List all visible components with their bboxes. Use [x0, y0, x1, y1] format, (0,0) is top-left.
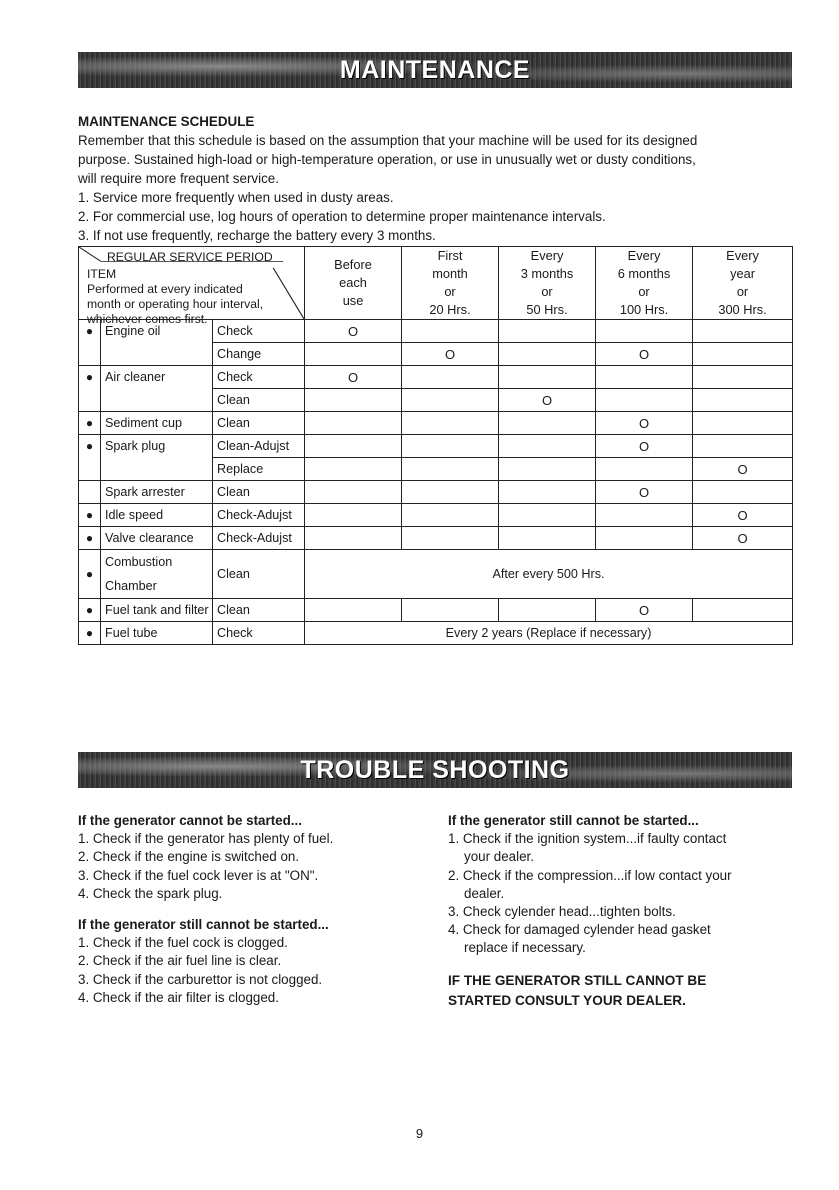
row-item-label: Valve clearance — [105, 531, 194, 545]
row-bullet: ● — [79, 412, 101, 435]
row-mark — [596, 366, 693, 389]
list-item: 4. Check the spark plug. — [78, 885, 223, 901]
row-mark — [402, 320, 499, 343]
row-action: Clean — [213, 599, 305, 622]
list-item: 1. Check if the generator has plenty of fuel. — [78, 831, 334, 847]
header-item-desc: Performed at every indicated — [87, 282, 243, 296]
row-bullet: ● — [79, 504, 101, 527]
row-mark: O — [596, 481, 693, 504]
row-item-label: Air cleaner — [105, 370, 166, 385]
row-action: Clean-Adujst — [213, 435, 305, 458]
row-mark — [402, 389, 499, 412]
header-col-text: each — [339, 275, 367, 290]
row-action: Check-Adujst — [213, 527, 305, 550]
intro-line: will require more frequent service. — [78, 171, 279, 186]
header-col-text: 3 months — [520, 266, 574, 281]
header-col-text: 100 Hrs. — [619, 302, 669, 317]
row-mark — [693, 343, 793, 366]
header-item-desc: month or operating hour interval, — [87, 297, 264, 311]
intro-line: Remember that this schedule is based on the assumption that your machine will be used for its designed — [78, 133, 698, 148]
maintenance-banner — [78, 52, 792, 88]
trouble-left-heading-1: If the generator cannot be started... — [78, 813, 302, 828]
header-col-text: Every — [726, 248, 759, 263]
row-mark: O — [305, 320, 402, 343]
row-action: Check — [213, 622, 305, 645]
header-col-text: or — [541, 284, 553, 299]
row-mark — [402, 366, 499, 389]
row-item — [101, 599, 213, 622]
row-mark — [499, 599, 596, 622]
row-mark — [402, 412, 499, 435]
row-item — [101, 412, 213, 435]
row-mark — [693, 435, 793, 458]
row-item — [101, 504, 213, 527]
table-row — [79, 412, 793, 435]
table-row — [79, 527, 793, 550]
list-item: 4. Check if the air filter is clogged. — [78, 989, 279, 1005]
row-mark — [305, 458, 402, 481]
table-header-row — [79, 247, 793, 320]
header-col-text: year — [730, 266, 755, 281]
row-bullet — [79, 343, 101, 366]
header-col-before-use — [305, 247, 402, 320]
header-col-text: 6 months — [617, 266, 671, 281]
row-mark — [693, 412, 793, 435]
row-bullet: ● — [79, 435, 101, 458]
row-mark: O — [693, 458, 793, 481]
final-notice: STARTED CONSULT YOUR DEALER. — [448, 992, 686, 1008]
row-mark — [305, 504, 402, 527]
row-mark — [305, 481, 402, 504]
header-col-first-month — [402, 247, 499, 320]
row-mark — [402, 458, 499, 481]
header-col-text: month — [432, 266, 468, 281]
row-action: Check-Adujst — [213, 504, 305, 527]
row-bullet: ● — [79, 599, 101, 622]
row-mark — [305, 527, 402, 550]
header-col-year — [693, 247, 793, 320]
row-item — [101, 550, 213, 599]
header-col-text: 300 Hrs. — [718, 302, 767, 317]
row-mark — [499, 481, 596, 504]
list-item: 3. Check if the carburettor is not clogged. — [78, 971, 323, 987]
row-mark — [693, 366, 793, 389]
table-row — [79, 366, 793, 389]
row-mark — [499, 458, 596, 481]
row-mark: O — [693, 504, 793, 527]
table-row — [79, 504, 793, 527]
row-mark — [596, 320, 693, 343]
list-item: 1. Check if the fuel cock is clogged. — [78, 935, 288, 951]
row-bullet: ● — [79, 622, 101, 645]
row-bullet — [79, 389, 101, 412]
row-mark: O — [596, 599, 693, 622]
row-item — [101, 481, 213, 504]
row-mark — [499, 343, 596, 366]
row-item-label: Fuel tube — [105, 626, 158, 640]
row-item-label: Chamber — [105, 579, 157, 593]
row-mark — [499, 320, 596, 343]
row-mark — [499, 435, 596, 458]
row-mark — [402, 481, 499, 504]
row-mark — [305, 389, 402, 412]
table-row — [79, 599, 793, 622]
row-mark — [693, 599, 793, 622]
maintenance-schedule-heading: MAINTENANCE SCHEDULE — [78, 114, 255, 129]
trouble-shooting-banner-title: TROUBLE SHOOTING — [300, 755, 570, 784]
header-col-text: or — [638, 284, 650, 299]
row-mark: O — [596, 343, 693, 366]
header-col-text: use — [342, 293, 364, 308]
row-mark — [402, 504, 499, 527]
header-item-desc: whichever comes first. — [87, 312, 208, 326]
table-row — [79, 435, 793, 458]
header-item-label: ITEM — [87, 267, 117, 281]
row-mark: O — [402, 343, 499, 366]
row-mark — [499, 504, 596, 527]
trouble-right-heading: If the generator still cannot be started... — [448, 813, 699, 828]
table-row — [79, 550, 793, 599]
list-item: 1. Check if the ignition system...if faulty contact — [448, 831, 727, 847]
row-item-label: Combustion — [105, 555, 173, 569]
row-bullet: ● — [79, 550, 101, 599]
header-col-text: Before — [334, 257, 372, 272]
page-number: 9 — [415, 1126, 424, 1141]
row-item — [101, 343, 213, 366]
table-row — [79, 343, 793, 366]
header-col-text: First — [437, 248, 463, 263]
row-mark — [402, 435, 499, 458]
list-item: 2. Check if the air fuel line is clear. — [78, 953, 282, 969]
header-col-text: Every — [627, 248, 661, 263]
trouble-shooting-banner — [78, 752, 792, 788]
row-item-label: Spark plug — [105, 439, 166, 454]
row-bullet — [79, 458, 101, 481]
table-row — [79, 622, 793, 645]
list-item-cont: replace if necessary. — [464, 940, 586, 956]
row-action: Check — [213, 366, 305, 389]
row-item — [101, 527, 213, 550]
maintenance-banner-title: MAINTENANCE — [339, 55, 531, 84]
list-item: 3. Check cylender head...tighten bolts. — [448, 904, 676, 920]
row-action: Check — [213, 320, 305, 343]
table-body — [79, 320, 793, 645]
row-item-label: Fuel tank and filter — [105, 603, 209, 617]
row-span-note: After every 500 Hrs. — [305, 550, 793, 599]
row-mark — [693, 481, 793, 504]
row-item-label: Sediment cup — [105, 416, 183, 430]
list-item-cont: dealer. — [464, 885, 505, 901]
row-mark — [305, 599, 402, 622]
header-col-text: 20 Hrs. — [429, 302, 471, 317]
row-item-label: Spark arrester — [105, 485, 185, 499]
row-item-label: Engine oil — [105, 324, 161, 339]
row-mark — [499, 412, 596, 435]
row-span-note: Every 2 years (Replace if necessary) — [305, 622, 793, 645]
header-item-cell — [79, 247, 305, 326]
row-item — [101, 366, 213, 389]
row-action: Clean — [213, 550, 305, 599]
intro-line: 2. For commercial use, log hours of operation to determine proper maintenance intervals. — [78, 209, 606, 224]
final-notice: IF THE GENERATOR STILL CANNOT BE — [448, 972, 707, 988]
header-col-text: 50 Hrs. — [526, 302, 568, 317]
list-item: 2. Check if the engine is switched on. — [78, 849, 300, 865]
row-mark: O — [596, 435, 693, 458]
header-col-text: or — [444, 284, 456, 299]
row-mark — [596, 527, 693, 550]
header-col-text: or — [736, 284, 749, 299]
row-mark — [305, 435, 402, 458]
row-action: Change — [213, 343, 305, 366]
header-period-label: REGULAR SERVICE PERIOD — [107, 250, 273, 264]
row-action: Clean — [213, 481, 305, 504]
row-mark — [305, 343, 402, 366]
list-item: 2. Check if the compression...if low contact your — [448, 867, 732, 883]
header-col-text: Every — [530, 248, 564, 263]
row-item — [101, 389, 213, 412]
row-action: Clean — [213, 389, 305, 412]
list-item: 4. Check for damaged cylender head gasket — [448, 922, 711, 938]
intro-line: 1. Service more frequently when used in dusty areas. — [78, 190, 394, 205]
row-mark — [499, 527, 596, 550]
row-bullet — [79, 481, 101, 504]
list-item-cont: your dealer. — [464, 849, 534, 865]
maintenance-schedule-table — [78, 246, 793, 645]
row-action: Clean — [213, 412, 305, 435]
row-mark — [596, 458, 693, 481]
row-mark — [596, 504, 693, 527]
trouble-right-column — [448, 812, 792, 1011]
list-item: 3. Check if the fuel cock lever is at "ON". — [78, 867, 319, 883]
row-item — [101, 622, 213, 645]
row-mark — [693, 320, 793, 343]
row-bullet: ● — [79, 320, 101, 343]
table-row — [79, 458, 793, 481]
row-mark — [499, 366, 596, 389]
row-mark: O — [305, 366, 402, 389]
row-mark — [596, 389, 693, 412]
row-bullet: ● — [79, 527, 101, 550]
row-bullet: ● — [79, 366, 101, 389]
table-row — [79, 389, 793, 412]
trouble-left-column — [78, 812, 428, 1007]
row-item — [101, 435, 213, 458]
maintenance-schedule-intro — [78, 112, 792, 245]
row-mark: O — [596, 412, 693, 435]
row-mark — [402, 527, 499, 550]
row-mark — [402, 599, 499, 622]
header-col-3-months — [499, 247, 596, 320]
row-mark: O — [693, 527, 793, 550]
intro-line: 3. If not use frequently, recharge the battery every 3 months. — [78, 228, 436, 243]
row-mark — [305, 412, 402, 435]
row-item — [101, 458, 213, 481]
row-item-label: Idle speed — [105, 508, 164, 522]
row-mark: O — [499, 389, 596, 412]
header-col-6-months — [596, 247, 693, 320]
row-mark — [693, 389, 793, 412]
table-row — [79, 481, 793, 504]
row-action: Replace — [213, 458, 305, 481]
intro-line: purpose. Sustained high-load or high-temperature operation, or use in unusually wet or dusty conditions, — [78, 152, 696, 167]
trouble-left-heading-2: If the generator still cannot be started... — [78, 917, 329, 933]
